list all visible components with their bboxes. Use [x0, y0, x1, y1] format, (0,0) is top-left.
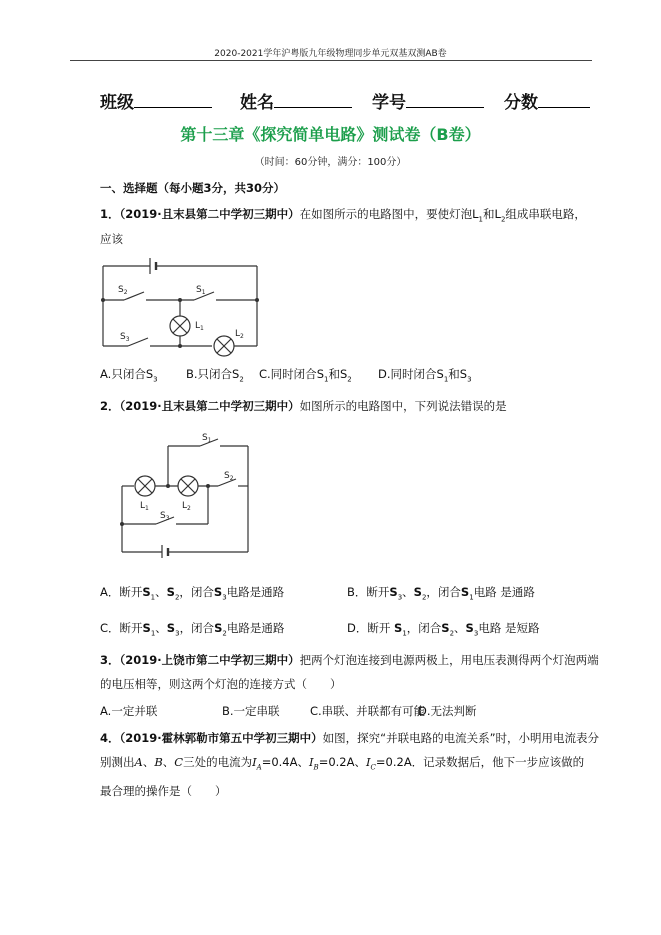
- q4-text: 、: [162, 755, 175, 769]
- opt-sym: S: [142, 621, 151, 635]
- q4-source: （2019·霍林郭勒市第五中学初三期中）: [119, 731, 323, 745]
- q1-line1: [100, 204, 600, 229]
- q1-number: 1．: [100, 207, 120, 221]
- opt-text: ，闭合: [179, 621, 215, 635]
- q2-option-b[interactable]: [347, 584, 535, 601]
- q4-var: A: [134, 755, 143, 769]
- opt-text: 、: [454, 621, 466, 635]
- fig1-label-s3: $S_3$: [120, 332, 130, 343]
- opt-text: B.只闭合: [186, 367, 233, 381]
- header-divider: [70, 60, 592, 61]
- q2-option-c[interactable]: [100, 620, 284, 637]
- test-title: 第十三章《探究简单电路》测试卷（B卷）: [180, 125, 481, 144]
- q2-option-a[interactable]: [100, 584, 284, 601]
- fig1-label-l1: $L_1$: [195, 321, 204, 332]
- q4-text: 别测出: [100, 755, 135, 769]
- opt-text: 电路 是通路: [473, 585, 535, 599]
- id-blank[interactable]: [406, 91, 484, 108]
- opt-sym: S: [413, 585, 422, 599]
- fig2-label-s2: $S_2$: [224, 471, 234, 482]
- opt-sub: 1: [443, 375, 449, 384]
- opt-sub: 3: [467, 375, 472, 384]
- q2-circuit-diagram: [118, 428, 254, 558]
- q1-line2: 应该: [100, 232, 123, 247]
- section-heading: 一、选择题（每小题3分，共30分）: [100, 181, 286, 195]
- name-label: 姓名: [240, 93, 274, 113]
- question-1: [100, 204, 600, 249]
- opt-sub: 3: [175, 629, 180, 638]
- q2-number: 2．: [100, 399, 120, 413]
- opt-text: ，闭合: [179, 585, 214, 599]
- q4-text: =0.2A、: [318, 755, 366, 769]
- name-field: [240, 88, 352, 113]
- q4-var: C: [174, 755, 184, 769]
- opt-sub: 3: [473, 629, 479, 638]
- opt-sym: S: [213, 585, 223, 599]
- q4-number: 4．: [100, 731, 120, 745]
- opt-sym: S: [465, 621, 474, 635]
- class-label: 班级: [100, 93, 134, 113]
- question-3: [100, 648, 600, 696]
- q3-option-c[interactable]: C.串联、并联都有可能: [310, 704, 426, 718]
- q4-var: I: [365, 755, 371, 769]
- q4-sub: B: [313, 763, 319, 772]
- opt-sub: 2: [174, 593, 180, 602]
- score-field: [504, 88, 590, 113]
- opt-sub: 2: [449, 629, 455, 638]
- opt-sub: 3: [153, 375, 158, 384]
- q3-option-d[interactable]: D.无法判断: [418, 704, 477, 718]
- q4-sub: A: [256, 763, 262, 772]
- opt-text: 、: [155, 621, 167, 635]
- opt-sym: S: [441, 621, 450, 635]
- q3-option-a[interactable]: A.一定并联: [100, 704, 158, 718]
- q3-line1: [100, 648, 600, 672]
- opt-text: 电路 是短路: [478, 621, 540, 635]
- opt-sub: 3: [222, 593, 227, 602]
- opt-sym: S: [339, 367, 348, 381]
- opt-sym: S: [142, 585, 151, 599]
- opt-text: 和: [448, 367, 460, 381]
- q3-number: 3．: [100, 653, 120, 667]
- opt-text: 、: [155, 585, 167, 599]
- opt-sub: 1: [150, 629, 156, 638]
- opt-sym: S: [394, 621, 403, 635]
- opt-sub: 2: [239, 375, 244, 384]
- q2-source: （2019·且末县第二中学初三期中）: [119, 399, 300, 413]
- fig2-label-l1: $L_1$: [140, 501, 149, 512]
- q2-option-d[interactable]: [347, 620, 539, 637]
- opt-sym: S: [460, 585, 470, 599]
- fig1-label-s2: $S_2$: [118, 285, 128, 296]
- opt-text: D．断开: [347, 621, 395, 635]
- fig2-label-l2: $L_2$: [182, 501, 191, 512]
- opt-text: B．断开: [347, 585, 390, 599]
- q1-source: （2019·且末县第二中学初三期中）: [119, 207, 300, 221]
- page-header: 2020-2021学年沪粤版九年级物理同步单元双基双测AB卷: [214, 49, 447, 59]
- q4-var: I: [308, 755, 314, 769]
- opt-sub: 1: [324, 375, 329, 384]
- q4-sub: C: [370, 763, 376, 772]
- opt-text: 电路是通路: [226, 585, 285, 599]
- q1-sub: 2: [500, 215, 506, 224]
- opt-text: ，闭合: [406, 621, 442, 635]
- opt-sub: 3: [397, 593, 403, 602]
- q1-text: 和L: [483, 207, 501, 221]
- q3-line2: 的电压相等，则这两个灯泡的连接方式（ ）: [100, 677, 342, 691]
- fig1-label-s1: $S_1$: [196, 285, 206, 296]
- q4-text: =0.2A．记录数据后，他下一步应该做的: [375, 755, 585, 769]
- q4-line1: [100, 726, 600, 750]
- opt-sym: S: [214, 621, 223, 635]
- q3-text: 把两个灯泡连接到电源两极上，用电压表测得两个灯泡两端: [299, 653, 599, 667]
- class-blank[interactable]: [134, 91, 212, 108]
- id-label: 学号: [372, 93, 406, 113]
- opt-sub: 1: [469, 593, 474, 602]
- opt-sym: S: [166, 585, 175, 599]
- opt-sym: S: [389, 585, 398, 599]
- opt-text: C．断开: [100, 621, 143, 635]
- q4-text: 三处的电流为: [183, 755, 253, 769]
- opt-sym: S: [166, 621, 176, 635]
- name-blank[interactable]: [274, 91, 352, 108]
- opt-sym: S: [436, 367, 444, 381]
- q4-text: =0.4A、: [261, 755, 309, 769]
- q1-option-b[interactable]: [186, 366, 244, 383]
- q4-line3: 最合理的操作是（ ）: [100, 784, 227, 799]
- q1-option-c[interactable]: [259, 366, 352, 383]
- opt-text: 电路是通路: [226, 621, 285, 635]
- opt-sub: 2: [421, 593, 427, 602]
- q1-option-d[interactable]: [378, 366, 472, 383]
- opt-text: 和: [328, 367, 340, 381]
- time-info: （时间：60分钟，满分：100分）: [254, 157, 407, 168]
- id-field: [372, 88, 484, 113]
- score-blank[interactable]: [538, 91, 590, 108]
- opt-sym: S: [316, 367, 324, 381]
- q1-text: 在如图所示的电路图中，要使灯泡L: [299, 207, 479, 221]
- q4-text: 如图，探究“并联电路的电流关系”时，小明用电流表分: [322, 731, 600, 745]
- opt-text: A.只闭合: [100, 367, 146, 381]
- fig2-label-s1: $S_1$: [202, 433, 212, 444]
- q1-text: 组成串联电路，: [505, 207, 586, 221]
- opt-sym: S: [232, 367, 240, 381]
- opt-sub: 1: [402, 629, 407, 638]
- q1-sub: 1: [478, 215, 484, 224]
- q1-circuit-diagram: [98, 252, 264, 362]
- q3-source: （2019·上饶市第二中学初三期中）: [119, 653, 300, 667]
- score-label: 分数: [504, 93, 538, 113]
- fig1-label-l2: $L_2$: [235, 329, 244, 340]
- q3-option-b[interactable]: B.一定串联: [222, 704, 280, 718]
- opt-sym: S: [459, 367, 468, 381]
- opt-text: ，闭合: [426, 585, 461, 599]
- q4-text: 、: [142, 755, 155, 769]
- question-4: [100, 726, 600, 803]
- opt-text: D.同时闭合: [378, 367, 437, 381]
- q1-option-a[interactable]: [100, 366, 158, 383]
- opt-sub: 2: [347, 375, 352, 384]
- class-field: [100, 88, 212, 113]
- opt-sym: S: [145, 367, 154, 381]
- q2-text: 如图所示的电路图中，下列说法错误的是: [299, 399, 507, 413]
- question-2: [100, 396, 600, 416]
- fig2-label-s3: $S_3$: [160, 511, 170, 522]
- q4-line2: [100, 750, 600, 779]
- opt-sub: 1: [150, 593, 156, 602]
- opt-sub: 2: [222, 629, 227, 638]
- opt-text: C.同时闭合: [259, 367, 317, 381]
- opt-text: 、: [402, 585, 414, 599]
- q4-var: B: [154, 755, 163, 769]
- opt-text: A．断开: [100, 585, 143, 599]
- q4-var: I: [252, 755, 257, 769]
